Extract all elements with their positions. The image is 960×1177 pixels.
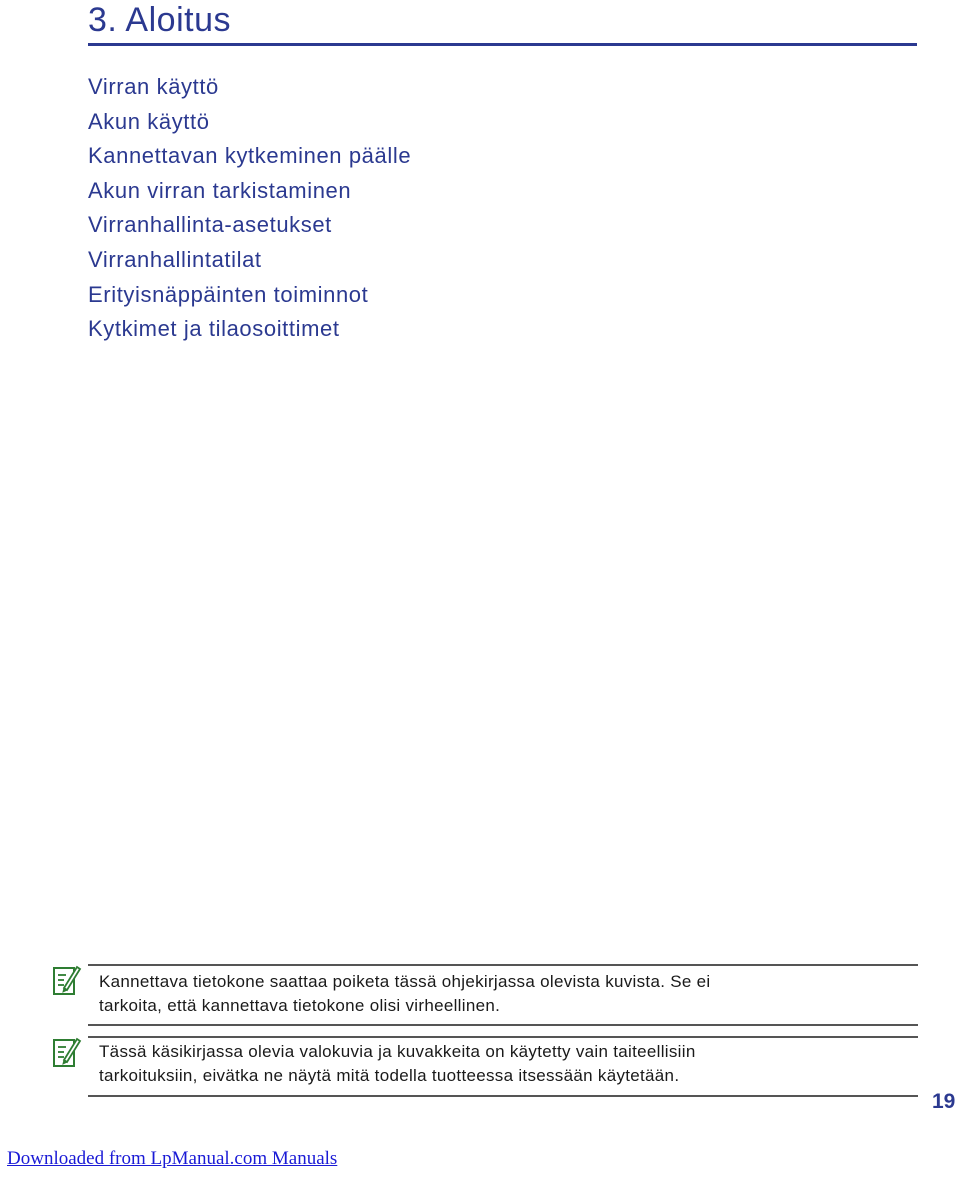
- toc-item-power-settings: Virranhallinta-asetukset: [88, 212, 332, 238]
- note-text: [99, 1040, 899, 1088]
- note-pencil-icon: [52, 964, 82, 998]
- chapter-title: 3. Aloitus: [88, 1, 231, 39]
- toc-item-power-on: Kannettavan kytkeminen päälle: [88, 143, 412, 169]
- note-top-rule: [88, 964, 918, 966]
- note-line: Kannettava tietokone saattaa poiketa tässä ohjekirjassa olevista kuvista. Se ei: [99, 972, 711, 991]
- toc-item-power-modes: Virranhallintatilat: [88, 246, 262, 272]
- title-rule: [88, 43, 917, 46]
- toc-item-battery: Akun käyttö: [88, 108, 210, 134]
- note-1: [52, 962, 918, 1026]
- note-line: Tässä käsikirjassa olevia valokuvia ja kuvakkeita on käytetty vain taiteellisiin: [99, 1042, 696, 1061]
- note-top-rule: [88, 1036, 918, 1038]
- toc-item-power: Virran käyttö: [88, 74, 219, 99]
- note-text: [99, 970, 899, 1018]
- note-2: [52, 1034, 918, 1098]
- toc-item-special-keys: Erityisnäppäinten toiminnot: [88, 281, 369, 307]
- note-bottom-rule: [88, 1095, 918, 1097]
- note-bottom-rule: [88, 1024, 918, 1026]
- page-number: 19: [932, 1090, 956, 1113]
- toc-item-battery-check: Akun virran tarkistaminen: [88, 177, 352, 203]
- chapter-contents-list: [88, 70, 411, 347]
- note-line: tarkoituksiin, eivätka ne näytä mitä todella tuotteessa itsessään käytetään.: [99, 1066, 680, 1085]
- footer-download-link[interactable]: Downloaded from LpManual.com Manuals: [7, 1148, 338, 1169]
- note-line: tarkoita, että kannettava tietokone olisi virheellinen.: [99, 996, 501, 1015]
- toc-item-switches-indicators: Kytkimet ja tilaosoittimet: [88, 316, 340, 342]
- note-pencil-icon: [52, 1036, 82, 1070]
